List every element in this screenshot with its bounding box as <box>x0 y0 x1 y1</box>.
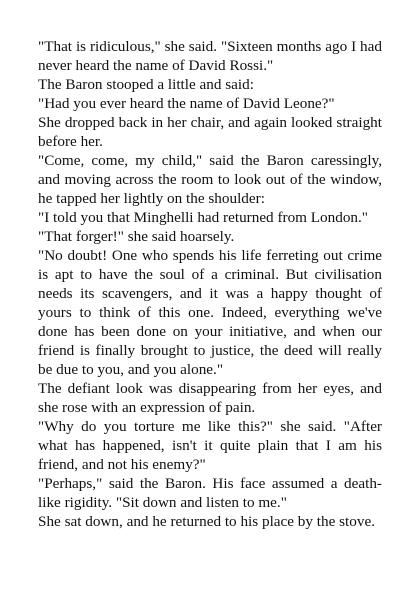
document-page <box>38 37 382 531</box>
paragraph-4: She dropped back in her chair, and again looked straight before her. <box>38 114 382 150</box>
paragraph-5: "Come, come, my child," said the Baron caressingly, and moving across the room to look out of the window, he tapped her lightly on the shoulder: <box>38 152 382 207</box>
paragraph-9: The defiant look was disappearing from her eyes, and she rose with an expression of pain. <box>38 380 382 416</box>
paragraph-7: "That forger!" she said hoarsely. <box>38 228 235 245</box>
paragraph-1: "That is ridiculous," she said. "Sixteen months ago I had never heard the name of David Rossi." <box>38 38 382 74</box>
paragraph-3: "Had you ever heard the name of David Leone?" <box>38 95 335 112</box>
paragraph-2: The Baron stooped a little and said: <box>38 76 254 93</box>
paragraph-10: "Why do you torture me like this?" she said. "After what has happened, isn't it quite plain that I am his friend, and not his enemy?" <box>38 418 382 473</box>
paragraph-12: She sat down, and he returned to his place by the stove. <box>38 513 375 530</box>
paragraph-6: "I told you that Minghelli had returned from London." <box>38 209 369 226</box>
paragraph-11: "Perhaps," said the Baron. His face assumed a death-like rigidity. "Sit down and listen to me." <box>38 475 382 511</box>
paragraph-8: "No doubt! One who spends his life ferreting out crime is apt to have the soul of a criminal. But civilisation needs its scavengers, and it was a happy thought of yours to think of this one. Indeed, everything we've done has been done on your initiative, and when our friend is finally brought to justice, the deed will really be due to you, and you alone." <box>38 247 382 378</box>
